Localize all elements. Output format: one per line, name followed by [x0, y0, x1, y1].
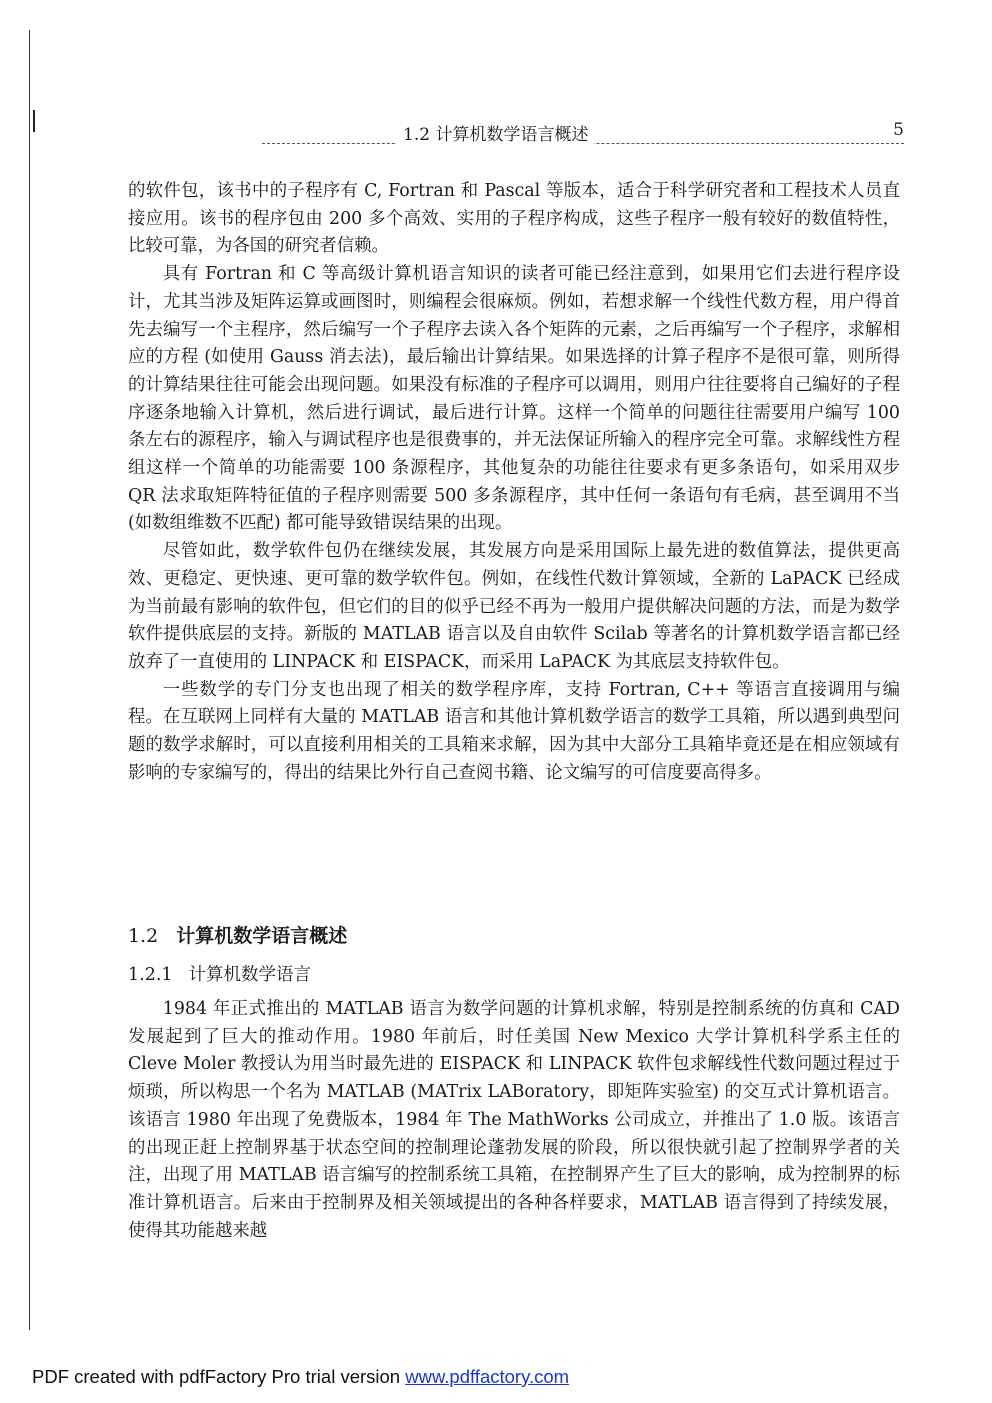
paragraph: 一些数学的专门分支也出现了相关的数学程序库，支持 Fortran, C++ 等语言直接调用与编程。在互联网上同样有大量的 MATLAB 语言和其他计算机数学语言的数学工具箱，所以遇到典型问题的数学求解时，可以直接利用相关的工具箱来求解，因为其中大部分工具箱毕竟还是在相应领域有影响的专家编写的，得出的结果比外行自己查阅书籍、论文编写的可信度要高得多。: [128, 679, 900, 783]
pdf-footer: [32, 1366, 569, 1388]
section-heading: [128, 921, 347, 948]
running-header: [262, 118, 904, 148]
footer-text: PDF created with pdfFactory Pro trial version: [32, 1366, 406, 1387]
margin-mark: [33, 110, 35, 132]
section-title: 计算机数学语言概述: [176, 925, 348, 947]
body-text: [128, 178, 900, 787]
subsection-heading: [128, 961, 311, 986]
subsection-title: 计算机数学语言: [188, 965, 312, 985]
subsection-number: 1.2.1: [128, 965, 173, 985]
paragraph: 尽管如此，数学软件包仍在继续发展，其发展方向是采用国际上最先进的数值算法，提供更高效、更稳定、更快速、更可靠的数学软件包。例如，在线性代数计算领域，全新的 LaPACK 已经成为当前最有影响的软件包，但它们的目的似乎已经不再为一般用户提供解决问题的方法，而是为数学软件提供底层的支持。新版的 MATLAB 语言以及自由软件 Scilab 等著名的计算机数学语言都已经放弃了一直使用的 LINPACK 和 EISPACK，而采用 LaPACK 为其底层支持软件包。: [128, 541, 900, 672]
paragraph: 的软件包，该书中的子程序有 C, Fortran 和 Pascal 等版本，适合于科学研究者和工程技术人员直接应用。该书的程序包由 200 多个高效、实用的子程序构成，这些子程序一般有较好的数值特性，比较可靠，为各国的研究者信赖。: [128, 181, 900, 257]
paragraph: 具有 Fortran 和 C 等高级计算机语言知识的读者可能已经注意到，如果用它们去进行程序设计，尤其当涉及矩阵运算或画图时，则编程会很麻烦。例如，若想求解一个线性代数方程，用户得首先去编写一个主程序，然后编写一个子程序去读入各个矩阵的元素，之后再编写一个子程序，求解相应的方程 (如使用 Gauss 消去法)，最后输出计算结果。如果选择的计算子程序不是很可靠，则所得的计算结果往往可能会出现问题。如果没有标准的子程序可以调用，则用户往往要将自己编好的子程序逐条地输入计算机，然后进行调试，最后进行计算。这样一个简单的问题往往需要用户编写 100 条左右的源程序，输入与调试程序也是很费事的，并无法保证所输入的程序完全可靠。求解线性方程组这样一个简单的功能需要 100 条源程序，其他复杂的功能往往要求有更多条语句，如采用双步 QR 法求取矩阵特征值的子程序则需要 500 多条源程序，其中任何一条语句有毛病，甚至调用不当 (如数组维数不匹配) 都可能导致错误结果的出现。: [128, 264, 900, 534]
left-margin-rule: [29, 30, 30, 1330]
body-text-section: [128, 996, 900, 1245]
page-number: 5: [893, 120, 904, 140]
footer-link[interactable]: www.pdffactory.com: [405, 1366, 570, 1387]
header-title: 1.2 计算机数学语言概述: [397, 120, 594, 145]
section-number: 1.2: [128, 925, 159, 947]
paragraph: 1984 年正式推出的 MATLAB 语言为数学问题的计算机求解，特别是控制系统的仿真和 CAD 发展起到了巨大的推动作用。1980 年前后，时任美国 New Mexico 大学计算机科学系主任的 Cleve Moler 教授认为用当时最先进的 EISPACK 和 LINPACK 软件包求解线性代数问题过程过于烦琐，所以构思一个名为 MATLAB (MATrix LABoratory，即矩阵实验室) 的交互式计算机语言。该语言 1980 年出现了免费版本，1984 年 The MathWorks 公司成立，并推出了 1.0 版。该语言的出现正赶上控制界基于状态空间的控制理论蓬勃发展的阶段，所以很快就引起了控制界学者的关注，出现了用 MATLAB 语言编写的控制系统工具箱，在控制界产生了巨大的影响，成为控制界的标准计算机语言。后来由于控制界及相关领域提出的各种各样要求，MATLAB 语言得到了持续发展，使得其功能越来越: [128, 999, 900, 1241]
